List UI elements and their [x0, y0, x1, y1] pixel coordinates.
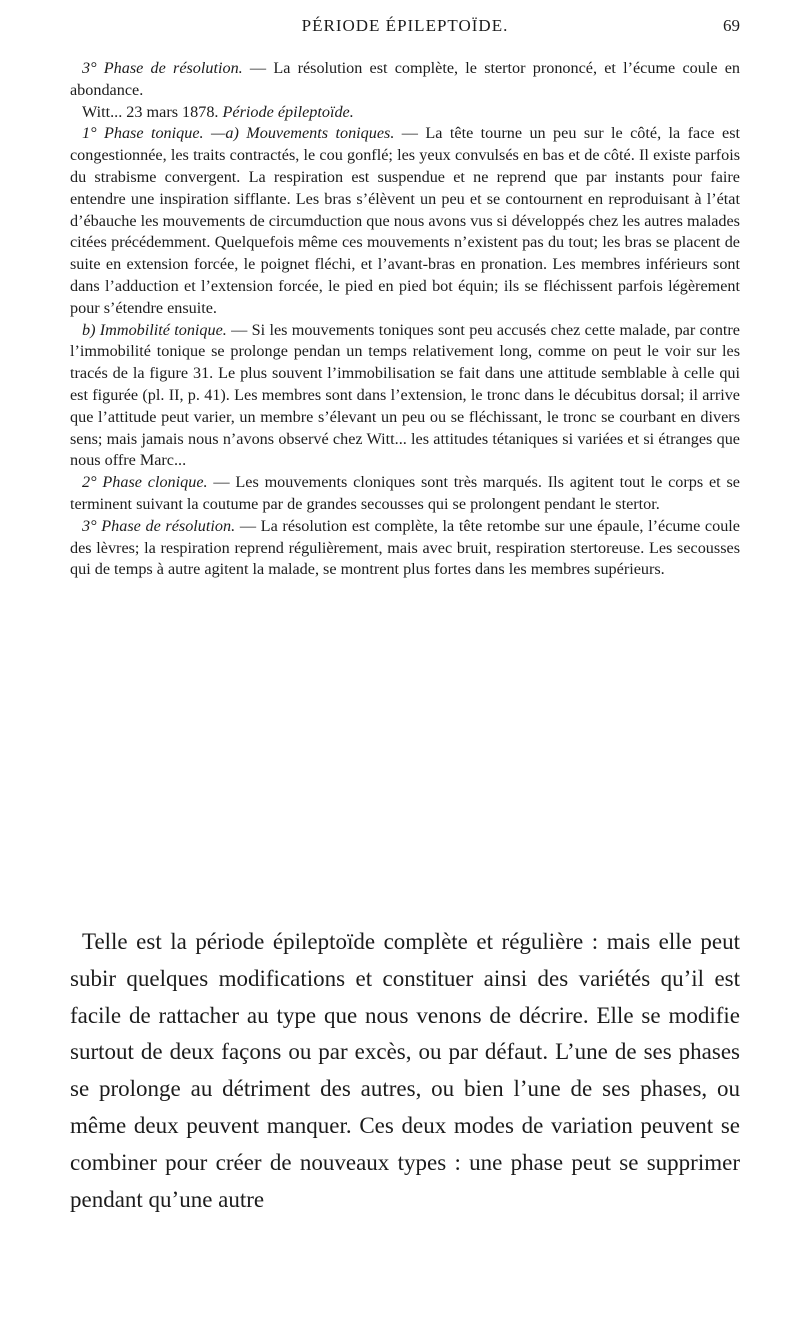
- paragraph-text: — La tête tourne un peu sur le côté, la face est congestionnée, les traits contractés, le cou gonflé; les yeux convulsés en bas et de côté. Il existe parfois du strabisme convergent. La respiration est suspendue et ne reprend que par instants pour faire entendre une inspiration sifflante. Les bras s’élèvent un peu et se contournent en reproduisant à l’état d’ébauche les mouvements de circumduction que nous avons vus si développés chez les autres malades citées précédemment. Quelquefois même ces mouvements n’existent pas du tout; les bras se placent de suite en extension forcée, le poignet fléchi, et l’avant-bras en pronation. Les membres inférieurs sont dans l’adduction et l’extension forcée, le pied en pied bot équin; ils se fléchissent parfois légèrement pour s’étendre ensuite.: [70, 124, 740, 317]
- observation-notes: [70, 58, 740, 581]
- paragraph-tonic-immobility: [70, 320, 740, 473]
- paragraph-resolution-phase-1: [70, 58, 740, 102]
- paragraph-heading: 3° Phase de résolution.: [82, 516, 236, 535]
- page-number: 69: [723, 16, 740, 35]
- main-text: [70, 924, 740, 1218]
- running-head: PÉRIODE ÉPILEPTOÏDE.: [301, 16, 509, 35]
- paragraph-heading: 2° Phase clonique.: [82, 473, 208, 492]
- paragraph-text: — Si les mouvements toniques sont peu accusés chez cette malade, par contre l’immobilité tonique se prolonge pendan un temps relativement long, comme on peut le voir sur les tracés de la figure 31. Le plus souvent l’immobilisation se fait dans une attitude semblable à celle qui est figurée (pl. II, p. 41). Les membres sont dans l’extension, le tronc dans le décubitus dorsal; il arrive que l’attitude peut varier, un membre s’élevant un peu ou se fléchissant, le tronc se courbant en divers sens; mais jamais nous n’avons observé chez Witt... les attitudes tétaniques si variées et si étranges que nous offre Marc...: [70, 320, 740, 470]
- paragraph-text: — La résolution est complète, le stertor prononcé, et l’écume coule en abondance.: [70, 59, 740, 99]
- closing-paragraph: Telle est la période épileptoïde complète et régulière : mais elle peut subir quelques modifications et constituer ainsi des variétés qu’il est facile de rattacher au type que nous venons de décrire. Elle se modifie surtout de deux façons ou par excès, ou par défaut. L’une de ses phases se prolonge au détriment des autres, ou bien l’une de ses phases, ou même deux peuvent manquer. Ces deux modes de variation peuvent se combiner pour créer de nouveaux types : une phase peut se supprimer pendant qu’une autre: [70, 929, 740, 1212]
- paragraph-heading: b) Immobilité tonique.: [82, 320, 227, 339]
- paragraph-heading: 3° Phase de résolution.: [82, 59, 243, 77]
- paragraph-clonic-phase: [70, 472, 740, 516]
- paragraph-heading: 1° Phase tonique. —a) Mouvements toniques.: [82, 124, 395, 143]
- paragraph-lead: Witt... 23 mars 1878.: [82, 102, 223, 121]
- paragraph-text: — La résolution est complète, la tête retombe sur une épaule, l’écume coule des lèvres; la respiration reprend régulièrement, mais avec bruit, respiration stertoreuse. Les secousses qui de temps à autre agitent la malade, se montrent plus fortes dans les membres supérieurs.: [70, 516, 740, 579]
- paragraph-witt-entry: [70, 102, 740, 124]
- paragraph-tonic-phase: [70, 123, 740, 319]
- paragraph-text: — Les mouvements cloniques sont très marqués. Ils agitent tout le corps et se terminent suivant la coutume par de grandes secousses qui se prolongent pendant le stertor.: [70, 473, 740, 513]
- paragraph-resolution-phase-2: [70, 516, 740, 581]
- paragraph-heading: Période épileptoïde.: [222, 102, 354, 121]
- page-header: [70, 16, 740, 42]
